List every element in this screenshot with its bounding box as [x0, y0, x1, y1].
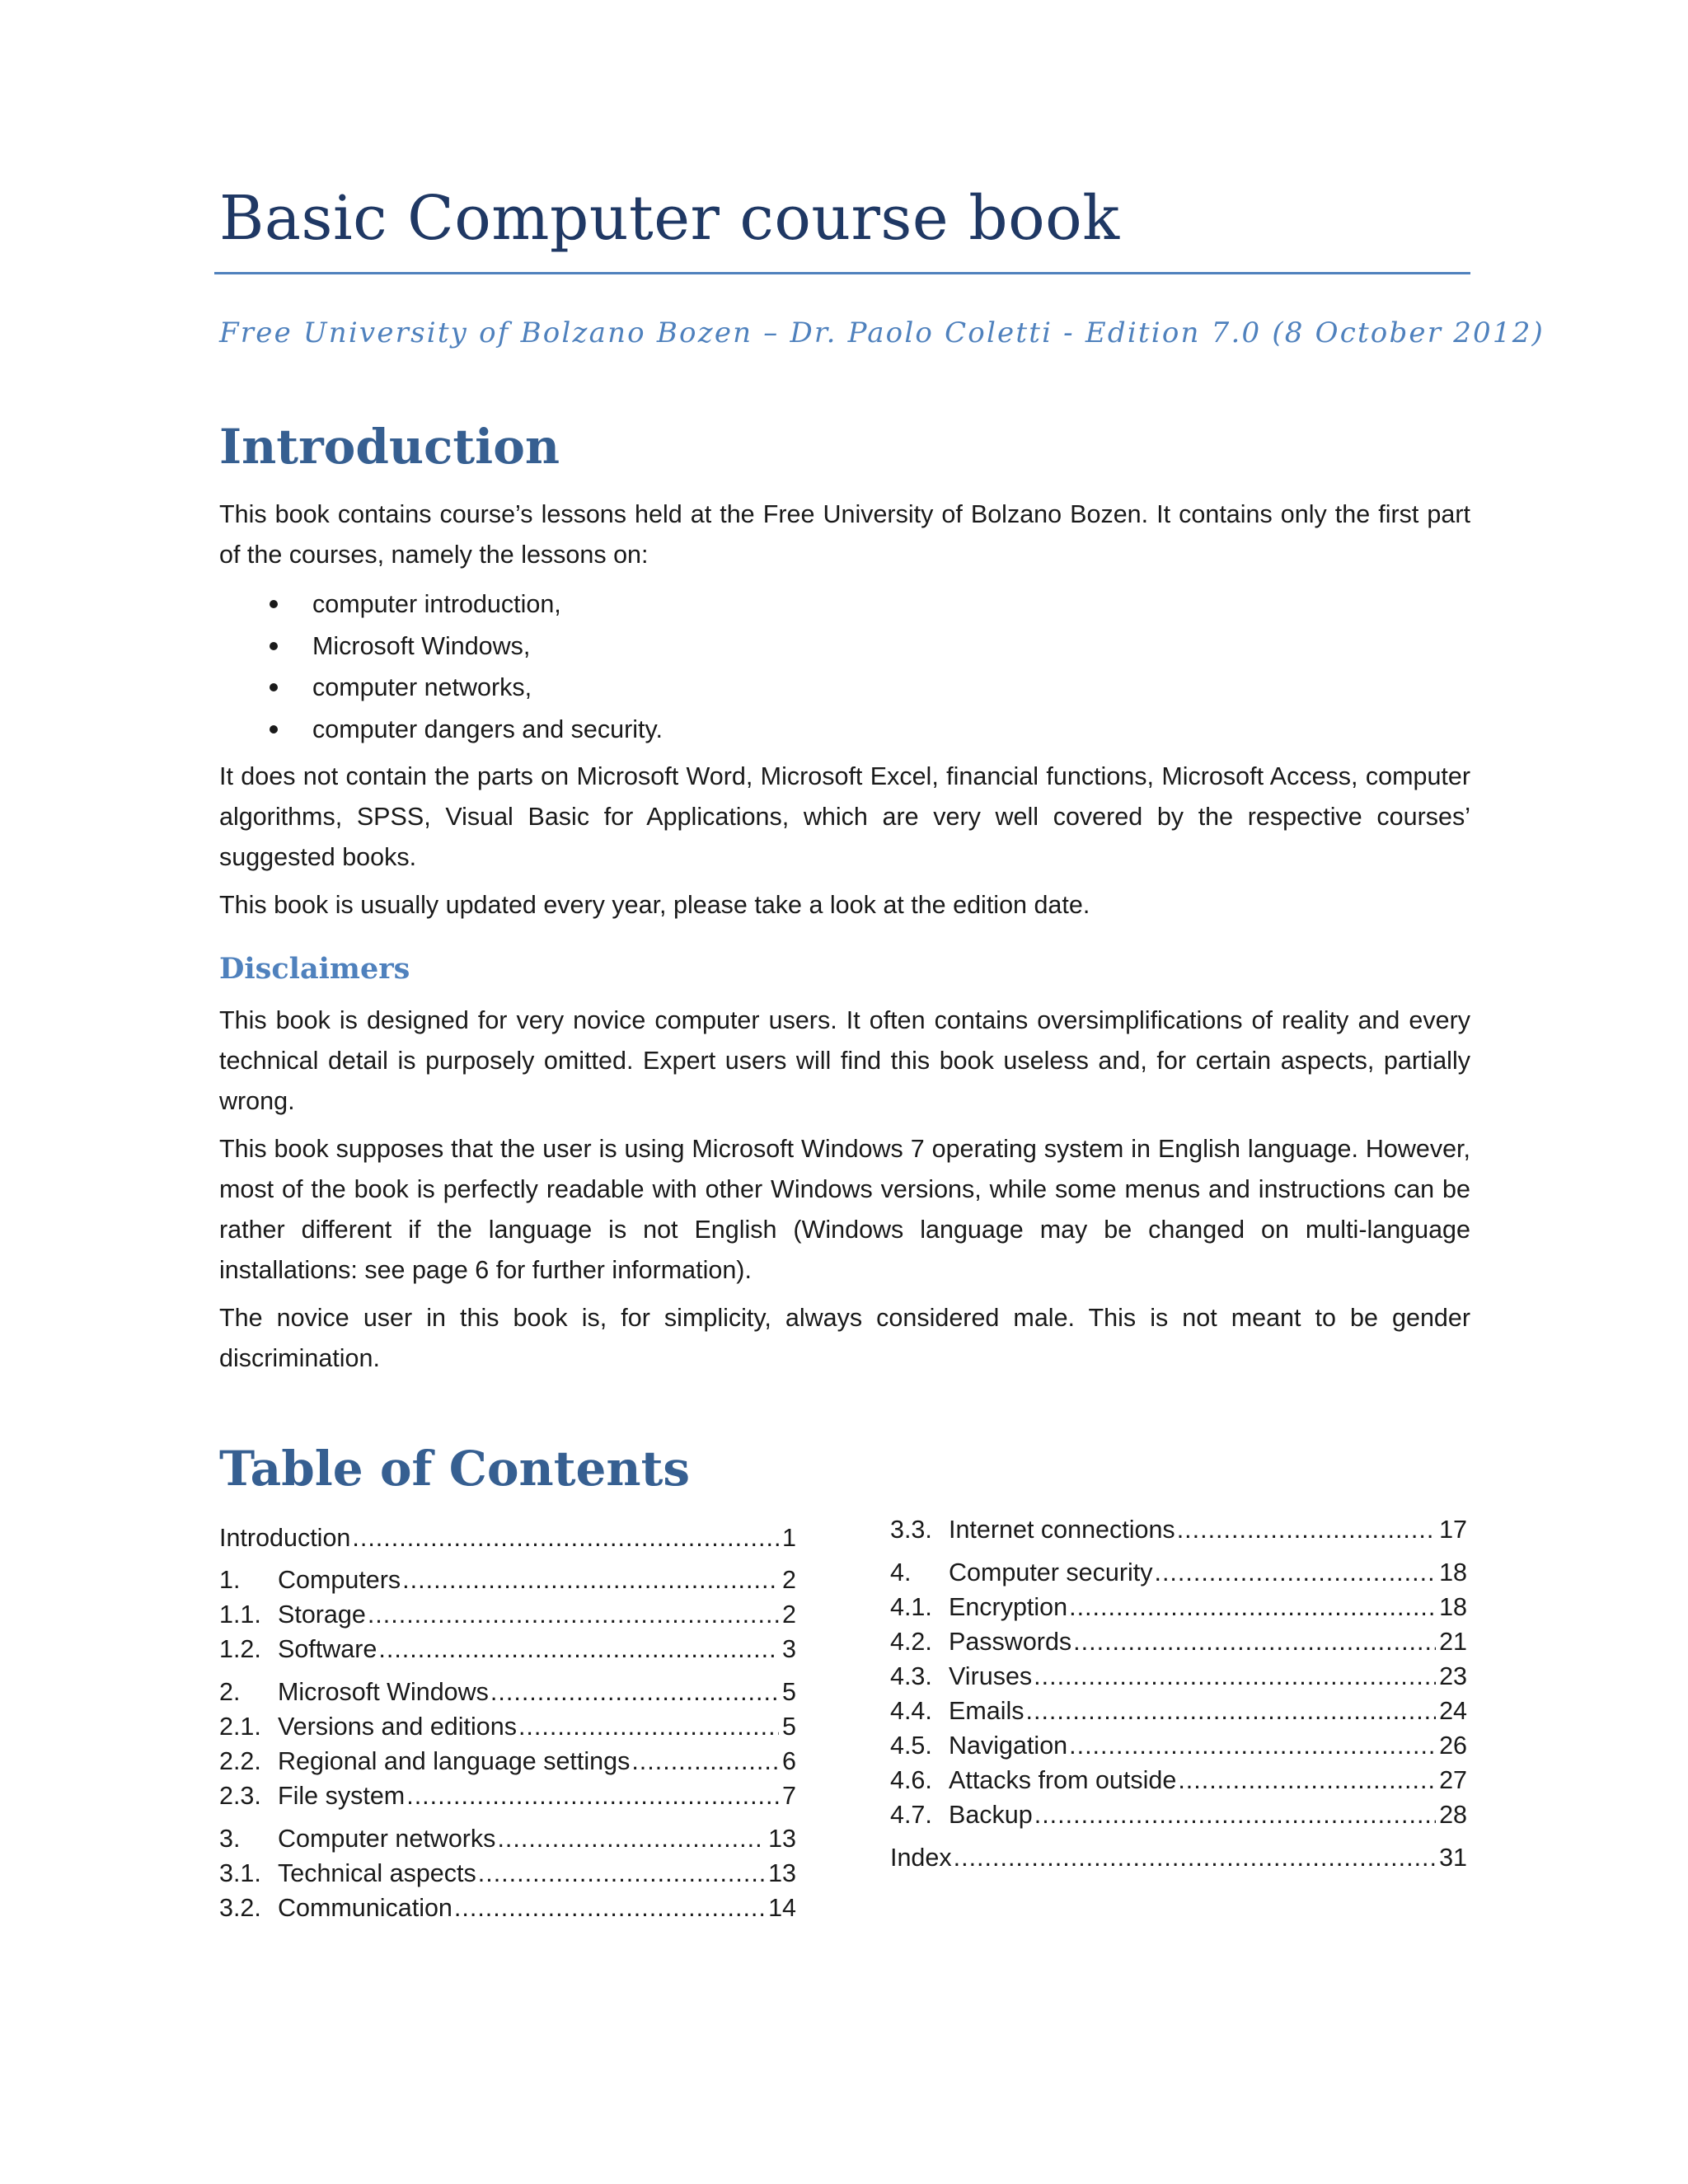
document-title: Basic Computer course book: [219, 183, 1120, 254]
toc-entry[interactable]: Index ..... 31: [890, 1840, 1467, 1875]
toc-entry[interactable]: 4.2. Passwords ..... 21: [890, 1624, 1467, 1659]
toc-entry[interactable]: Introduction ..... 1: [219, 1521, 796, 1555]
list-item: computer networks,: [219, 667, 1470, 709]
introduction-heading: Introduction: [219, 419, 560, 475]
bullet-icon: [270, 642, 278, 650]
toc-entry[interactable]: 3.1. Technical aspects ..... 13: [219, 1856, 796, 1891]
bullet-icon: [270, 683, 278, 691]
toc-entry[interactable]: 3. Computer networks ..... 13: [219, 1821, 796, 1856]
toc-entry[interactable]: 1.2. Software ..... 3: [219, 1632, 796, 1666]
introduction-paragraph-1: This book contains course’s lessons held at the Free University of Bolzano Bozen. It contains only the first part of the courses, namely the lessons on:: [219, 500, 1470, 569]
toc-entry[interactable]: 4.5. Navigation ..... 26: [890, 1728, 1467, 1763]
title-divider: [214, 272, 1470, 274]
toc-entry[interactable]: 2.1. Versions and editions ..... 5: [219, 1709, 796, 1744]
toc-entry[interactable]: 4. Computer security ..... 18: [890, 1555, 1467, 1590]
list-item: computer introduction,: [219, 583, 1470, 626]
toc-heading: Table of Contents: [219, 1441, 691, 1497]
toc-entry[interactable]: 2.3. File system ..... 7: [219, 1779, 796, 1813]
list-item: computer dangers and security.: [219, 709, 1470, 751]
toc-entry[interactable]: 3.2. Communication ..... 14: [219, 1891, 796, 1925]
document-subtitle: Free University of Bolzano Bozen – Dr. Paolo Coletti - Edition 7.0 (8 October 2012): [219, 316, 1545, 349]
toc-entry[interactable]: 4.7. Backup ..... 28: [890, 1797, 1467, 1832]
disclaimers-heading: Disclaimers: [219, 952, 410, 986]
toc-entry[interactable]: 4.3. Viruses ..... 23: [890, 1659, 1467, 1694]
disclaimers-paragraph-3: The novice user in this book is, for simplicity, always considered male. This is not meant to be gender discrimination.: [219, 1304, 1470, 1372]
toc-entry[interactable]: 2. Microsoft Windows ..... 5: [219, 1675, 796, 1709]
toc-entry[interactable]: 2.2. Regional and language settings ..... 6: [219, 1744, 796, 1779]
disclaimers-paragraph-1: This book is designed for very novice computer users. It often contains oversimplifications of reality and every technical detail is purposely omitted. Expert users will find this book useless and, for certain aspects, partially wrong.: [219, 1006, 1470, 1115]
toc-entry[interactable]: 1. Computers ..... 2: [219, 1563, 796, 1597]
toc-entry[interactable]: 4.1. Encryption ..... 18: [890, 1590, 1467, 1624]
toc-entry[interactable]: 4.6. Attacks from outside ..... 27: [890, 1763, 1467, 1797]
disclaimers-paragraph-2: This book supposes that the user is using Microsoft Windows 7 operating system in English language. However, most of the book is perfectly readable with other Windows versions, while some menus and instructions can be rather different if the language is not English (Windows language may be changed on multi-language installations: see page 6 for further information).: [219, 1135, 1470, 1284]
bullet-icon: [270, 725, 278, 733]
toc-entry[interactable]: 3.3. Internet connections ..... 17: [890, 1512, 1467, 1547]
lesson-list: [219, 583, 1470, 750]
toc-entry[interactable]: 1.1. Storage ..... 2: [219, 1597, 796, 1632]
toc-entry[interactable]: 4.4. Emails ..... 24: [890, 1694, 1467, 1728]
list-item: Microsoft Windows,: [219, 626, 1470, 668]
bullet-icon: [270, 600, 278, 608]
introduction-paragraph-2: It does not contain the parts on Microsoft Word, Microsoft Excel, financial functions, Microsoft Access, computer algorithms, SPSS, Visual Basic for Applications, which are very well covered by the respective courses’ suggested books.: [219, 762, 1470, 871]
introduction-paragraph-3: This book is usually updated every year, please take a look at the edition date.: [219, 891, 1090, 919]
